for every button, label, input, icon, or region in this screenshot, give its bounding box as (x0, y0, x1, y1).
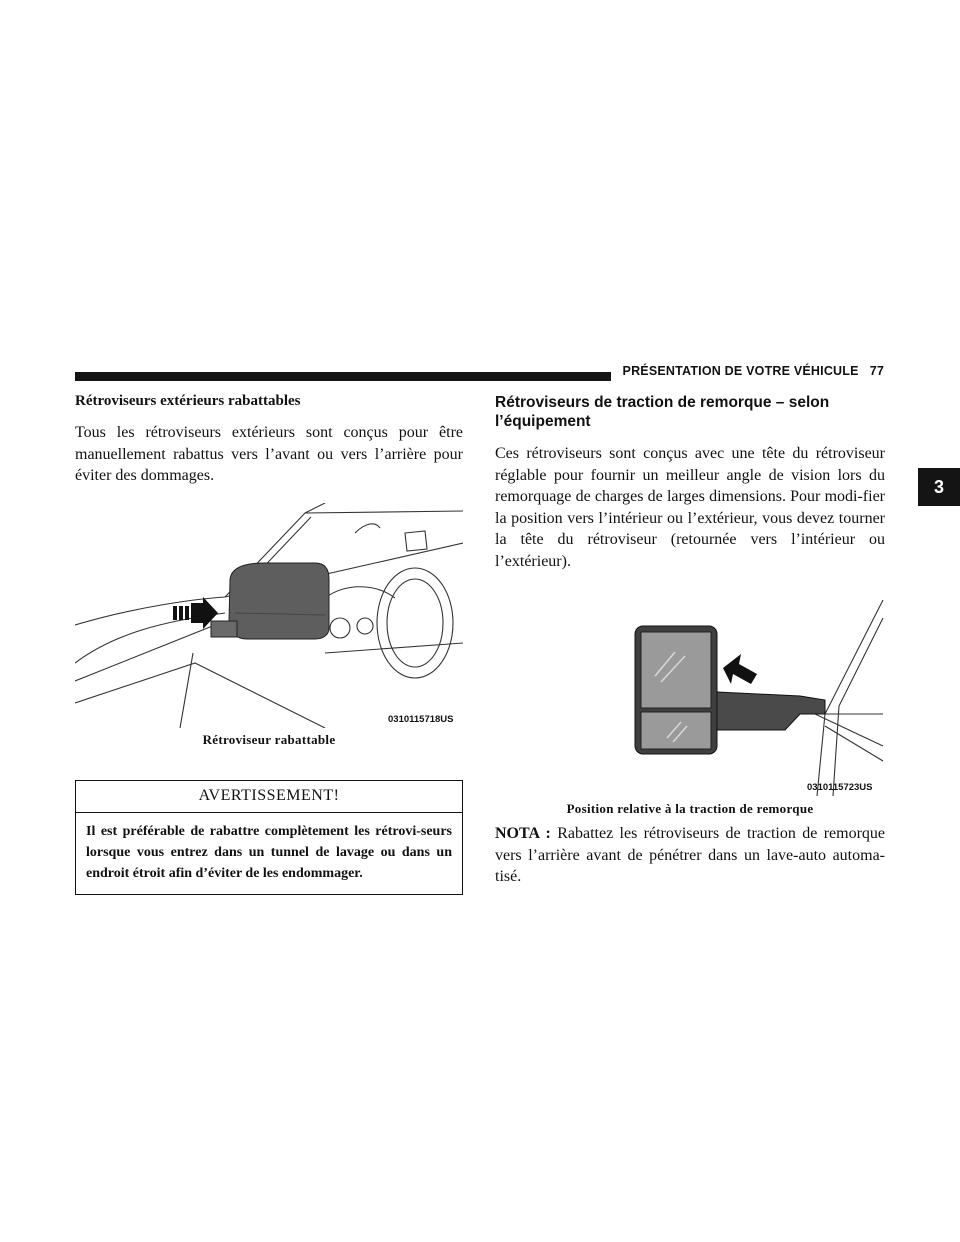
warning-box (75, 780, 463, 895)
folding-mirror-figure (75, 503, 463, 728)
folding-mirror-illustration (75, 503, 463, 728)
warning-text: Il est préférable de rabattre complètement les rétrovi-seurs lorsque vous entrez dans un tunnel de lavage ou dans un endroit étroit afin d’éviter de les endommager. (86, 823, 452, 881)
nota-label: NOTA : (495, 825, 551, 842)
figure-caption: Position relative à la traction de remorque (566, 801, 814, 816)
folding-mirrors-paragraph: Tous les rétroviseurs extérieurs sont conçus pour être manuellement rabattus vers l’avant ou vers l’arrière pour éviter des dommages. (75, 424, 463, 484)
subheading-folding-mirrors: Rétroviseurs extérieurs rabattables (75, 393, 301, 409)
page-number: 77 (869, 364, 884, 378)
figure-code: 0310115718US (388, 713, 454, 725)
left-column (75, 393, 463, 895)
tow-mirror-illustration (495, 596, 885, 796)
section-title: PRÉSENTATION DE VOTRE VÉHICULE (622, 364, 859, 378)
chapter-tab: 3 (918, 468, 960, 506)
heading-trailer-tow-mirrors: Rétroviseurs de traction de remorque – selon l’équipement (495, 394, 830, 430)
header-rule (75, 372, 611, 381)
tow-mirror-figure (495, 596, 885, 796)
figure-code: 0310115723US (807, 782, 873, 793)
trailer-tow-paragraph: Ces rétroviseurs sont conçus avec une tête du rétroviseur réglable pour fournir un meilleur angle de vision lors du remorquage de charges de larges dimensions. Pour modi-fier la position vers l’intérieur ou l’extérieur, vous devez tourner la tête du rétroviseur (retournée vers l’intérieur ou l’extérieur). (495, 445, 885, 570)
warning-title: AVERTISSEMENT! (76, 781, 462, 813)
figure-caption: Rétroviseur rabattable (202, 731, 336, 747)
nota-text: Rabattez les rétroviseurs de traction de remorque vers l’arrière avant de pénétrer dans un lave-auto automa-tisé. (495, 825, 885, 885)
running-header (622, 364, 884, 378)
right-column (495, 393, 885, 888)
nota-paragraph (495, 823, 885, 888)
